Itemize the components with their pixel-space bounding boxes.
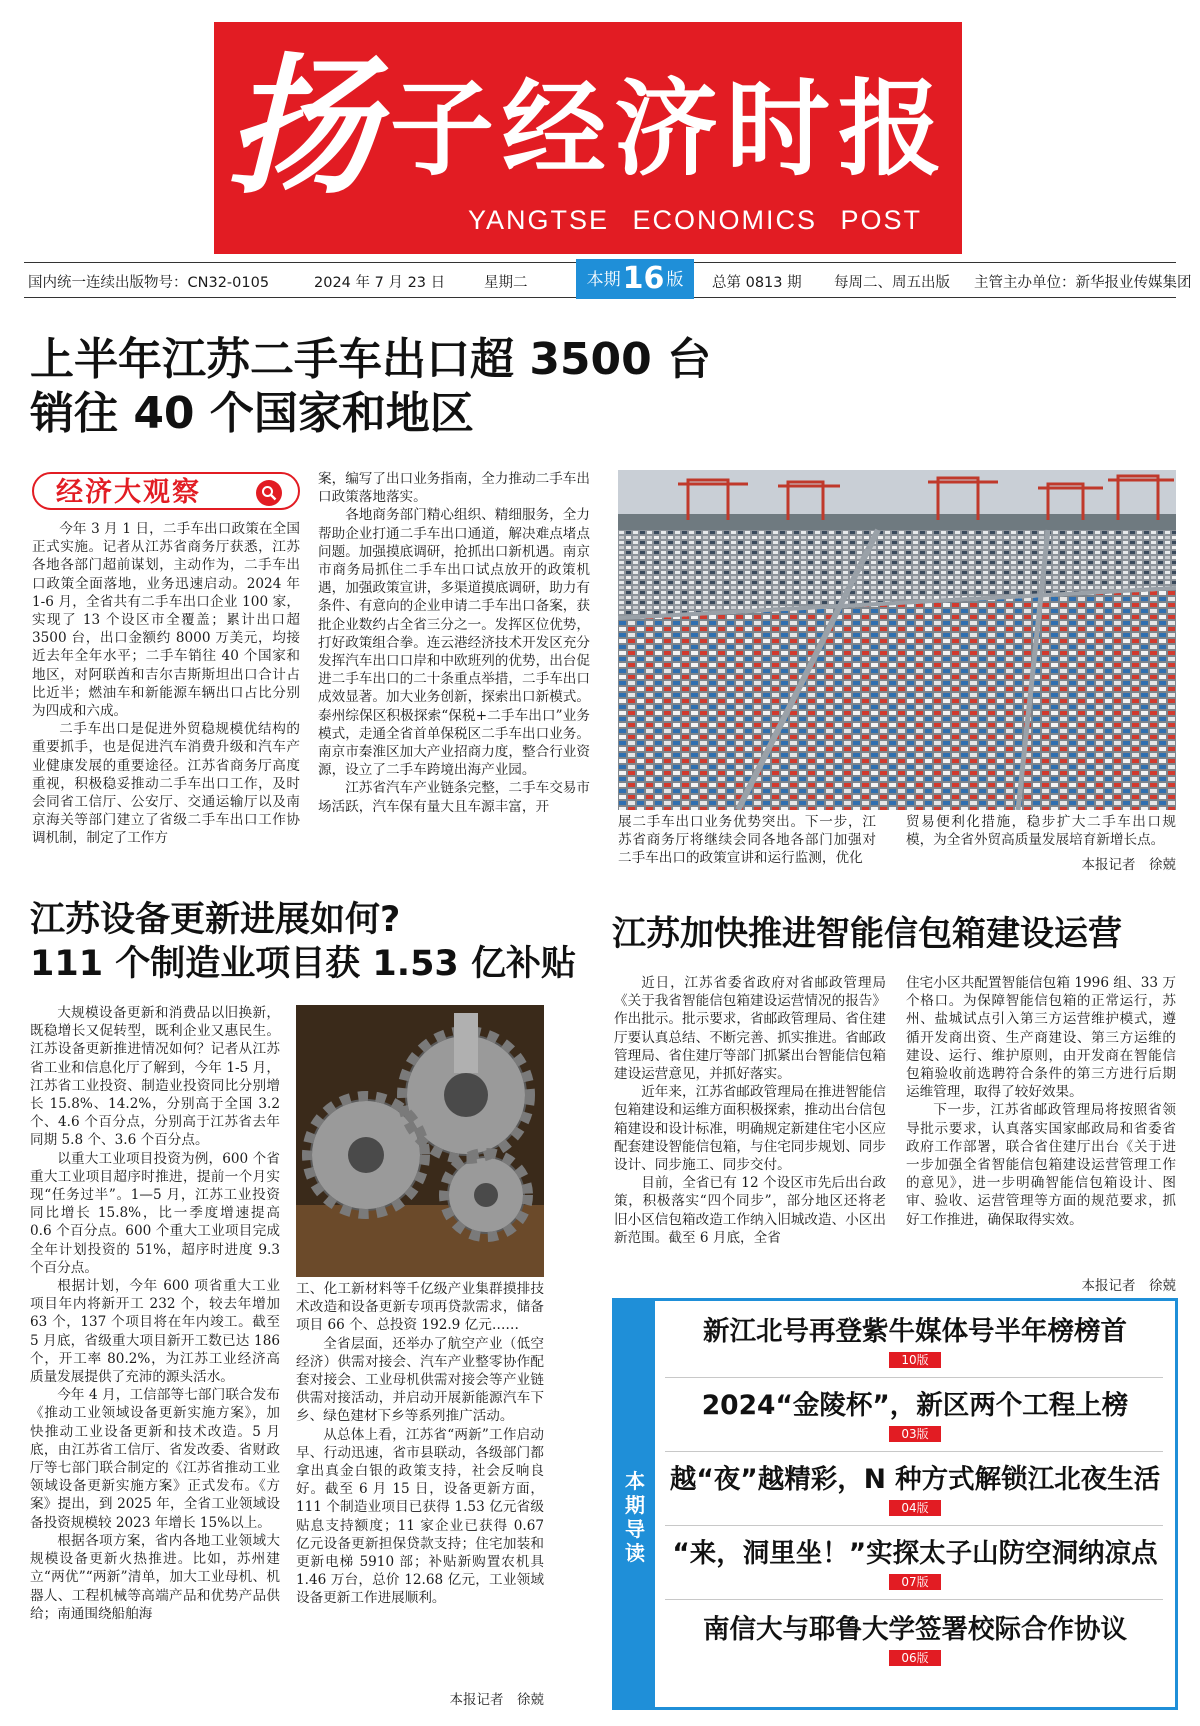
masthead-title-first: 扬 (225, 39, 384, 215)
gears-photo (296, 1005, 544, 1277)
issue-suffix: 版 (666, 270, 684, 290)
article1-paragraph: 今年 3 月 1 日，二手车出口政策在全国正式实施。记者从江苏省商务厅获悉，江苏各地各部门超前谋划，主动作为，二手车出口政策全面落地，业务迅速启动。2024 年 1-6 月，全省共有二手车出口企业 100 家，实现了 13 个设区市全覆盖；累计出口超 3500 台，出口金额约 8000 万美元，均接近去年全年水平；二手车销往 40 个国家和地区，对阿联酋和吉尔吉斯斯坦出口合计占比近半；燃油车和新能源车辆出口占比分别为四成和六成。 (32, 521, 300, 720)
guide-divider (665, 1377, 1163, 1378)
guide-label-text: 本期导读 (625, 1469, 645, 1565)
article2-paragraph: 全省层面，还举办了航空产业（低空经济）供需对接会、汽车产业整零协作配套对接会、工业母机供需对接会等产业链供需对接活动，并启动开展新能源汽车下乡、绿色建材下乡等系列推广活动。 (296, 1335, 544, 1425)
search-icon (256, 480, 282, 506)
issue-pages: 16 (622, 261, 665, 296)
guide-item[interactable] (655, 1613, 1175, 1666)
guide-divider (665, 1599, 1163, 1600)
article2-paragraph: 工、化工新材料等千亿级产业集群摸排技术改造和设备更新专项再贷款需求，储备项目 66 个、总投资 192.9 亿元…… (296, 1281, 544, 1334)
guide-item-title: 2024“金陵杯”，新区两个工程上榜 (701, 1390, 1129, 1421)
guide-item-page: 04版 (889, 1500, 940, 1516)
article1-headline-line2: 销往 40 个国家和地区 (30, 388, 474, 439)
column-tag-label: 经济大观察 (56, 477, 201, 508)
guide-divider (665, 1451, 1163, 1452)
article1-headline (30, 333, 711, 441)
article1-paragraph: 江苏省汽车产业链条完整，二手车交易市场活跃，汽车保有量大且车源丰富，开 (318, 780, 590, 815)
article3-paragraph: 近日，江苏省委省政府对省邮政管理局《关于我省智能信包箱建设运营情况的报告》作出批示。批示要求，省邮政管理局、省住建厅要认真总结、不断完善、抓实推进。省邮政管理局、省住建厅等部门抓紧出台智能信包箱建设运营意见，并抓好落实。 (614, 975, 886, 1083)
guide-item-page: 03版 (889, 1426, 940, 1442)
sponsor: 主管主办单位：新华报业传媒集团 (974, 275, 1192, 291)
article2-headline-line2: 111 个制造业项目获 1.53 亿补贴 (30, 944, 576, 984)
article1-column1 (32, 520, 300, 848)
article2-paragraph: 根据计划，今年 600 项省重大工业项目年内将新开工 232 个，较去年增加 63 个，137 个项目将在年内竣工。截至 5 月底，省级重大项目新开工数已达 186 个，开工率 80.2%，为江苏工业经济高质量发展提供了充沛的源头活水。 (30, 1278, 280, 1386)
article2-paragraph: 今年 4 月，工信部等七部门联合发布《推动工业领域设备更新实施方案》，加快推动工业设备更新和技术改造。5 月底，由江苏省工信厅、省发改委、省财政厅等七部门联合制定的《江苏省推动工业领域设备更新实施方案》正式发布。《方案》提出，到 2025 年，全省工业领域设备投资规模较 2023 年增长 15%以上。 (30, 1387, 280, 1531)
cn-number: 国内统一连续出版物号：CN32-0105 (28, 275, 270, 291)
weekday: 星期二 (484, 275, 528, 291)
article3-paragraph: 目前，全省已有 12 个设区市先后出台政策，积极落实“四个同步”，部分地区还将老旧小区信包箱改造工作纳入旧城改造、小区出新范围。截至 6 月底，全省 (614, 1175, 886, 1246)
port-cars-photo (618, 470, 1176, 810)
guide-item[interactable] (655, 1389, 1175, 1442)
article3-paragraph: 下一步，江苏省邮政管理局将按照省领导批示要求，认真落实国家邮政局和省委省政府工作部署，联合省住建厅出台《关于进一步加强全省智能信包箱建设运营管理工作的意见》，进一步明确智能信包箱设计、图审、验收、运营管理等方面的规范要求，抓好工作推进，确保取得实效。 (906, 1102, 1176, 1228)
masthead-title-rest: 子经济时报 (390, 68, 951, 190)
article2-headline-line1: 江苏设备更新进展如何? (30, 900, 401, 940)
article1-column4 (906, 813, 1176, 849)
masthead-title (214, 39, 962, 215)
article1-paragraph: 二手车出口是促进外贸稳规模优结构的重要抓手，也是促进汽车消费升级和汽车产业健康发展的重要途径。江苏省商务厅高度重视，积极稳妥推动二手车出口工作，及时会同省工信厅、公安厅、交通运输厅以及南京海关等部门建立了省级二手车出口工作协调机制，制定了工作方 (32, 721, 300, 847)
guide-box (612, 1298, 1178, 1710)
column-tag (32, 472, 300, 510)
guide-item-page: 07版 (889, 1574, 940, 1590)
article3-paragraph: 住宅小区共配置智能信包箱 1996 组、33 万个格口。为保障智能信包箱的正常运行，苏州、盐城试点引入第三方运营维护模式，遵循开发商出资、生产商建设、第三方运维的建设、运行、维护原则，由开发商在智能信包箱验收前选聘符合条件的第三方进行后期运维管理，取得了较好效果。 (906, 975, 1176, 1101)
article2-column1 (30, 1004, 280, 1623)
article1-headline-line1: 上半年江苏二手车出口超 3500 台 (30, 334, 712, 385)
issue-date: 2024 年 7 月 23 日 (314, 275, 446, 291)
article1-column2 (318, 470, 590, 816)
article2-paragraph: 大规模设备更新和消费品以旧换新，既稳增长又促转型，既利企业又惠民生。江苏设备更新推进情况如何？记者从江苏省工业和信息化厅了解到，今年 1-5 月，江苏省工业投资、制造业投资同比分别增长 15.8%、14.2%，分别高于全国 3.2 个、4.6 个百分点，分别高于江苏省去年同期 5.8 个、3.6 个百分点。 (30, 1005, 280, 1149)
article3-paragraph: 近年来，江苏省邮政管理局在推进智能信包箱建设和运维方面积极探索，推动出台信包箱建设和设计标准，明确规定新建住宅小区应配套建设智能信包箱，与住宅同步规划、同步设计、同步施工、同步交付。 (614, 1084, 886, 1174)
article1-paragraph: 各地商务部门精心组织、精细服务，全力帮助企业打通二手车出口通道，解决难点堵点问题。加强摸底调研，抢抓出口新机遇。南京市商务局抓住二手车出口试点放开的政策机遇，加强政策宣讲，多渠道摸底调研，助力有条件、有意向的企业申请二手车出口备案，获批企业数约占全省三分之一。发挥区位优势，打好政策组合拳。连云港经济技术开发区充分发挥汽车出口口岸和中欧班列的优势，出台促进二手车出口的二十条重点举措，二手车出口成效显著。加大业务创新，探索出口新模式。泰州综保区积极探索“保税+二手车出口”业务模式，走通全省首单保税区二手车出口业务。南京市秦淮区加大产业招商力度，整合行业资源，设立了二手车跨境出海产业园。 (318, 507, 590, 779)
article3-column2 (906, 974, 1176, 1229)
article1-column3 (618, 813, 876, 868)
article2-paragraph: 根据各项方案，省内各地工业领域大规模设备更新火热推进。比如，苏州建立“两优”“两新”清单，加大工业母机、机器人、工程机械等高端产品和优势产品供给；南通围绕船舶海 (30, 1532, 280, 1622)
article1-byline: 本报记者 徐兢 (1081, 857, 1176, 873)
article2-headline (30, 898, 576, 986)
guide-item-page: 10版 (889, 1352, 940, 1368)
guide-item-title: 越“夜”越精彩，N 种方式解锁江北夜生活 (669, 1464, 1161, 1495)
article3-headline: 江苏加快推进智能信包箱建设运营 (612, 914, 1122, 954)
article3-column1 (614, 974, 886, 1247)
publish-frequency: 每周二、周五出版 (834, 275, 950, 291)
guide-item-title: “来，洞里坐！”实探太子山防空洞纳凉点 (672, 1538, 1158, 1569)
guide-item[interactable] (655, 1315, 1175, 1368)
article1-paragraph: 案，编写了出口业务指南，全力推动二手车出口政策落地落实。 (318, 471, 590, 506)
issue-prefix: 本期 (586, 270, 621, 290)
masthead-title-en: YANGTSE ECONOMICS POST (467, 205, 922, 235)
guide-item[interactable] (655, 1463, 1175, 1516)
article1-paragraph: 贸易便利化措施，稳步扩大二手车出口规模，为全省外贸高质量发展培育新增长点。 (906, 814, 1176, 849)
guide-item[interactable] (655, 1537, 1175, 1590)
issue-pages-badge (576, 259, 694, 299)
article2-paragraph: 以重大工业项目投资为例，600 个省重大工业项目超序时推进，提前一个月实现“任务过半”。1—5 月，江苏工业投资同比增长 15.8%，比一季度增速提高 0.6 个百分点。600 个重大工业项目完成全年计划投资的 51%，超序时进度 9.3 个百分点。 (30, 1150, 280, 1276)
guide-item-page: 06版 (889, 1650, 940, 1666)
serial-number: 总第 0813 期 (712, 275, 802, 291)
guide-item-title: 南信大与耶鲁大学签署校际合作协议 (703, 1614, 1127, 1645)
guide-label (615, 1469, 655, 1565)
masthead (214, 22, 962, 254)
info-bar (24, 261, 1192, 298)
guide-divider (665, 1525, 1163, 1526)
article2-paragraph: 从总体上看，江苏省“两新”工作启动早、行动迅速，省市县联动，各级部门都拿出真金白银的政策支持，社会反响良好。截至 6 月 15 日，设备更新方面，111 个制造业项目已获得 1.53 亿元省级贴息支持额度；11 家企业已获得 0.67 亿元设备更新担保贷款支持；住宅加装和更新电梯 5910 部；补贴新购置农机具 1.46 万台，总价 12.68 亿元，工业领域设备更新工作进展顺利。 (296, 1426, 544, 1607)
guide-item-title: 新江北号再登紫牛媒体号半年榜榜首 (703, 1316, 1127, 1347)
article3-byline: 本报记者 徐兢 (1081, 1278, 1176, 1294)
article1-paragraph: 展二手车出口业务优势突出。下一步，江苏省商务厅将继续会同各地各部门加强对二手车出口的政策宣讲和运行监测，优化 (618, 814, 876, 867)
article2-column2 (296, 1280, 544, 1608)
article2-byline: 本报记者 徐兢 (449, 1692, 544, 1708)
